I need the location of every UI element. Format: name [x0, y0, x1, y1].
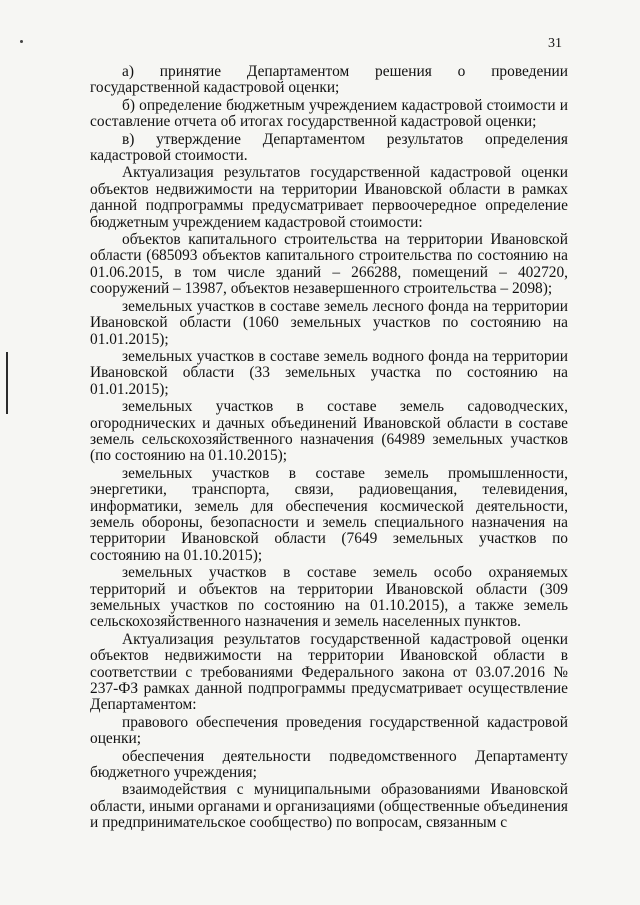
paragraph: объектов капитального строительства на территории Ивановской области (685093 объектов капитального строительства по состоянию на 01.06.2015, в том числе зданий – 266288, помещений – 402720, сооружений – 13987, объектов незавершенного строительства – 2098);: [90, 231, 568, 298]
paragraph: б) определение бюджетным учреждением кадастровой стоимости и составление отчета об итогах государственной кадастровой оценки;: [90, 96, 568, 131]
page-number: 31: [548, 36, 562, 51]
document-body: [90, 64, 568, 833]
paragraph: земельных участков в составе земель промышленности, энергетики, транспорта, связи, радиовещания, телевидения, информатики, земель для обеспечения космической деятельности, земель обороны, безопасности и земель специального назначения на территории Ивановской области (7649 земельных участков по состоянию на 01.10.2015);: [90, 464, 568, 564]
paragraph: земельных участков в составе земель лесного фонда на территории Ивановской области (1060 земельных участков по состоянию на 01.01.2015);: [90, 297, 568, 348]
paragraph: земельных участков в составе земель водного фонда на территории Ивановской области (33 земельных участка по состоянию на 01.01.2015);: [90, 347, 568, 398]
paragraph: в) утверждение Департаментом результатов определения кадастровой стоимости.: [90, 130, 568, 165]
scan-artifact-line: [6, 352, 8, 414]
scan-artifact-dot: [20, 40, 23, 43]
paragraph: Актуализация результатов государственной кадастровой оценки объектов недвижимости на территории Ивановской области в соответствии с требованиями Федерального закона от 03.07.2016 № 237-ФЗ рамках данной подпрограммы предусматривает осуществление Департаментом:: [90, 630, 568, 714]
paragraph: земельных участков в составе земель особо охраняемых территорий и объектов на территории Ивановской области (309 земельных участков по состоянию на 01.10.2015), а также земель сельскохозяйственного назначения и земель населенных пунктов.: [90, 564, 568, 631]
paragraph: взаимодействия с муниципальными образованиями Ивановской области, иными органами и организациями (общественные объединения и предпринимательское сообщество) по вопросам, связанным с: [90, 781, 568, 832]
paragraph: правового обеспечения проведения государственной кадастровой оценки;: [90, 713, 568, 748]
paragraph: земельных участков в составе земель садоводческих, огороднических и дачных объединений Ивановской области в составе земель сельскохозяйственного назначения (64989 земельных участков (по состоянию на 01.10.2015);: [90, 398, 568, 465]
paragraph: Актуализация результатов государственной кадастровой оценки объектов недвижимости на территории Ивановской области в рамках данной подпрограммы предусматривает первоочередное определение бюджетным учреждением кадастровой стоимости:: [90, 164, 568, 231]
paragraph: а) принятие Департаментом решения о проведении государственной кадастровой оценки;: [90, 63, 568, 97]
paragraph: обеспечения деятельности подведомственного Департаменту бюджетного учреждения;: [90, 747, 568, 782]
